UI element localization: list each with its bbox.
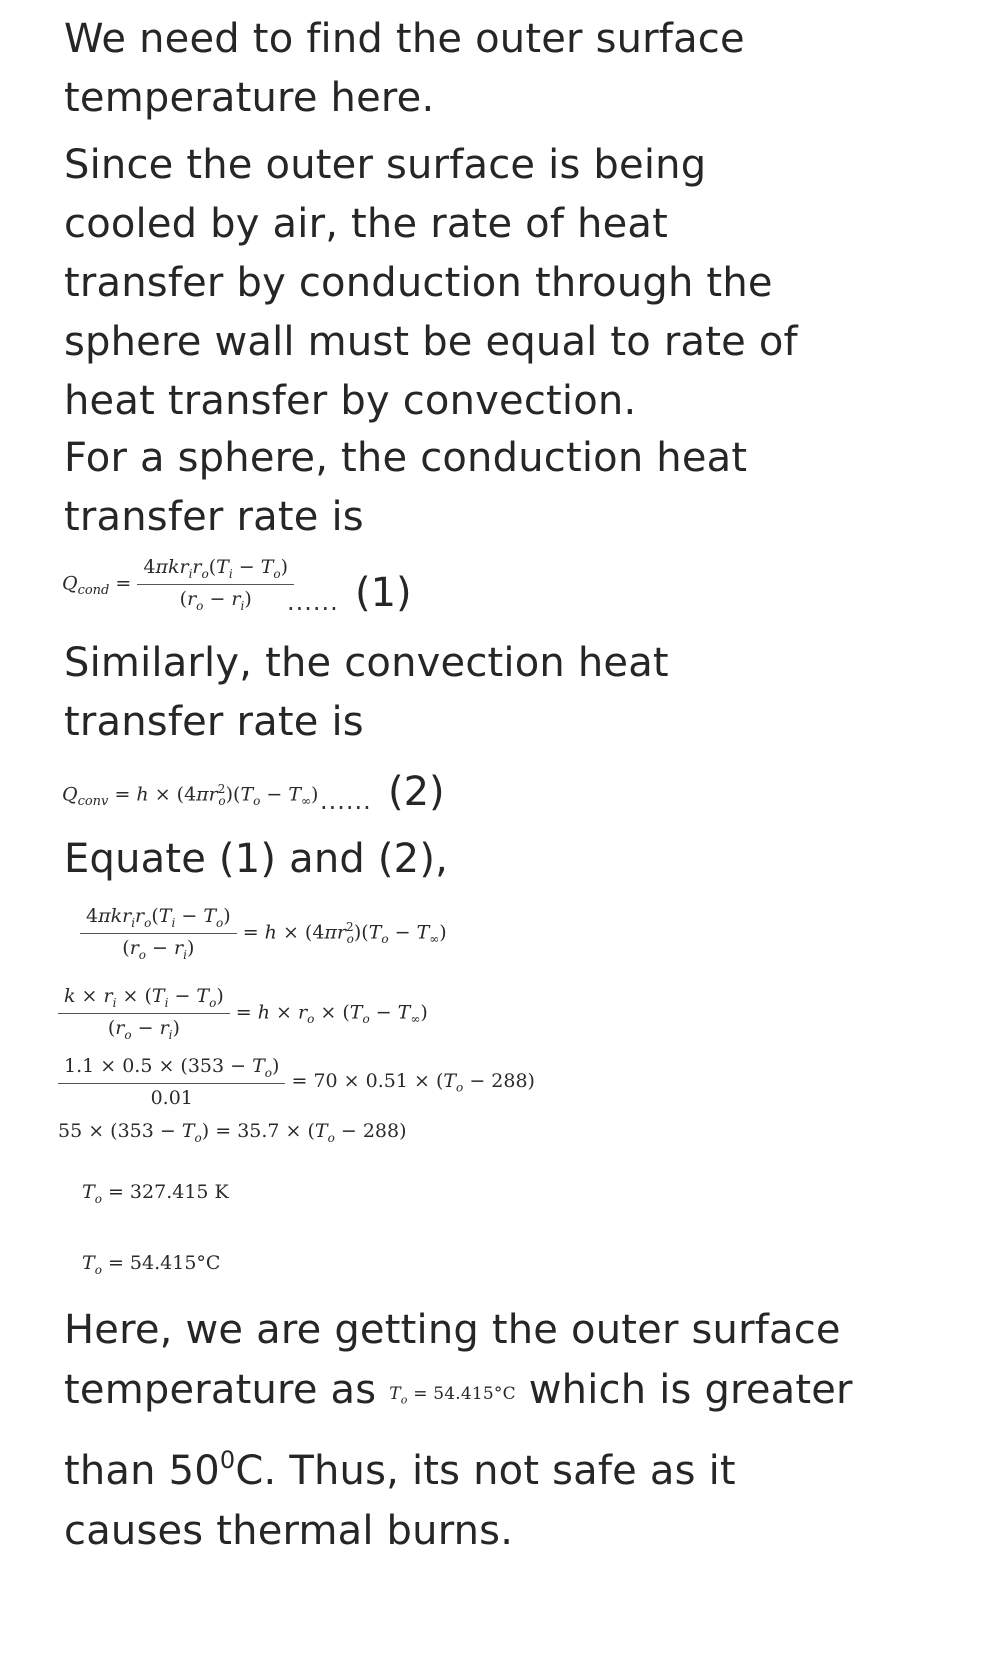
paragraph-conduction: For a sphere, the conduction heat transfer rate is <box>64 435 748 540</box>
inline-result: $T_o = 54.415^\circ C$ <box>389 1384 516 1407</box>
conclusion-text-c: C. Thus, its not safe as it causes thermal burns. <box>64 1448 736 1555</box>
equation-dots-2: ...... <box>320 787 372 815</box>
paragraph-convection: Similarly, the convection heat transfer rate is <box>64 640 669 745</box>
equation-step-2: $\frac{k \times r_i \times (T_i - T_o)}{(r_o - r_i)}$ = $h \times r_o \times (T_o - T_\infty)$ <box>58 985 428 1042</box>
paragraph-equate: Equate (1) and (2), <box>64 836 449 882</box>
equation-step-3: $\frac{1.1 \times 0.5 \times (353 - T_o)}{0.01}$ = $70 \times 0.51 \times (T_o - 288)$ <box>58 1055 535 1109</box>
equation-tag-2: (2) <box>388 769 445 815</box>
conclusion-text-a: Here, we are getting the outer surface temperature as <box>64 1307 841 1413</box>
conclusion-text-b: which is greater than 50 <box>64 1367 853 1495</box>
result-kelvin: $T_o = 327.415$ K <box>82 1181 229 1206</box>
result-celsius: $T_o = 54.415^\circ C$ <box>82 1252 221 1277</box>
equation-conduction: $Q_{cond}$ = $\frac{4\pi kr_ir_o(T_i - T_o)}{(r_o - r_i)}$ <box>62 556 294 613</box>
paragraph-reasoning: Since the outer surface is being cooled by air, the rate of heat transfer by conduction through the sphere wall must be equal to rate of heat transfer by convection. <box>64 142 798 424</box>
paragraph-intro: We need to find the outer surface temperature here. <box>64 16 745 121</box>
degree-superscript: 0 <box>219 1446 236 1475</box>
equation-tag-1: (1) <box>355 570 412 616</box>
equation-step-4: $55 \times (353 - T_o) = 35.7 \times (T_o - 288)$ <box>58 1120 407 1145</box>
equation-convection: $Q_{conv} = h \times (4\pi r^2_o)(T_o - T_\infty)$ <box>62 782 319 810</box>
equation-step-1: $\frac{4\pi kr_ir_o(T_i - T_o)}{(r_o - r_i)}$ = $h \times (4\pi r^2_o)(T_o - T_\infty)$ <box>80 905 447 962</box>
paragraph-conclusion <box>64 1300 864 1561</box>
equation-dots: ...... <box>287 588 339 616</box>
